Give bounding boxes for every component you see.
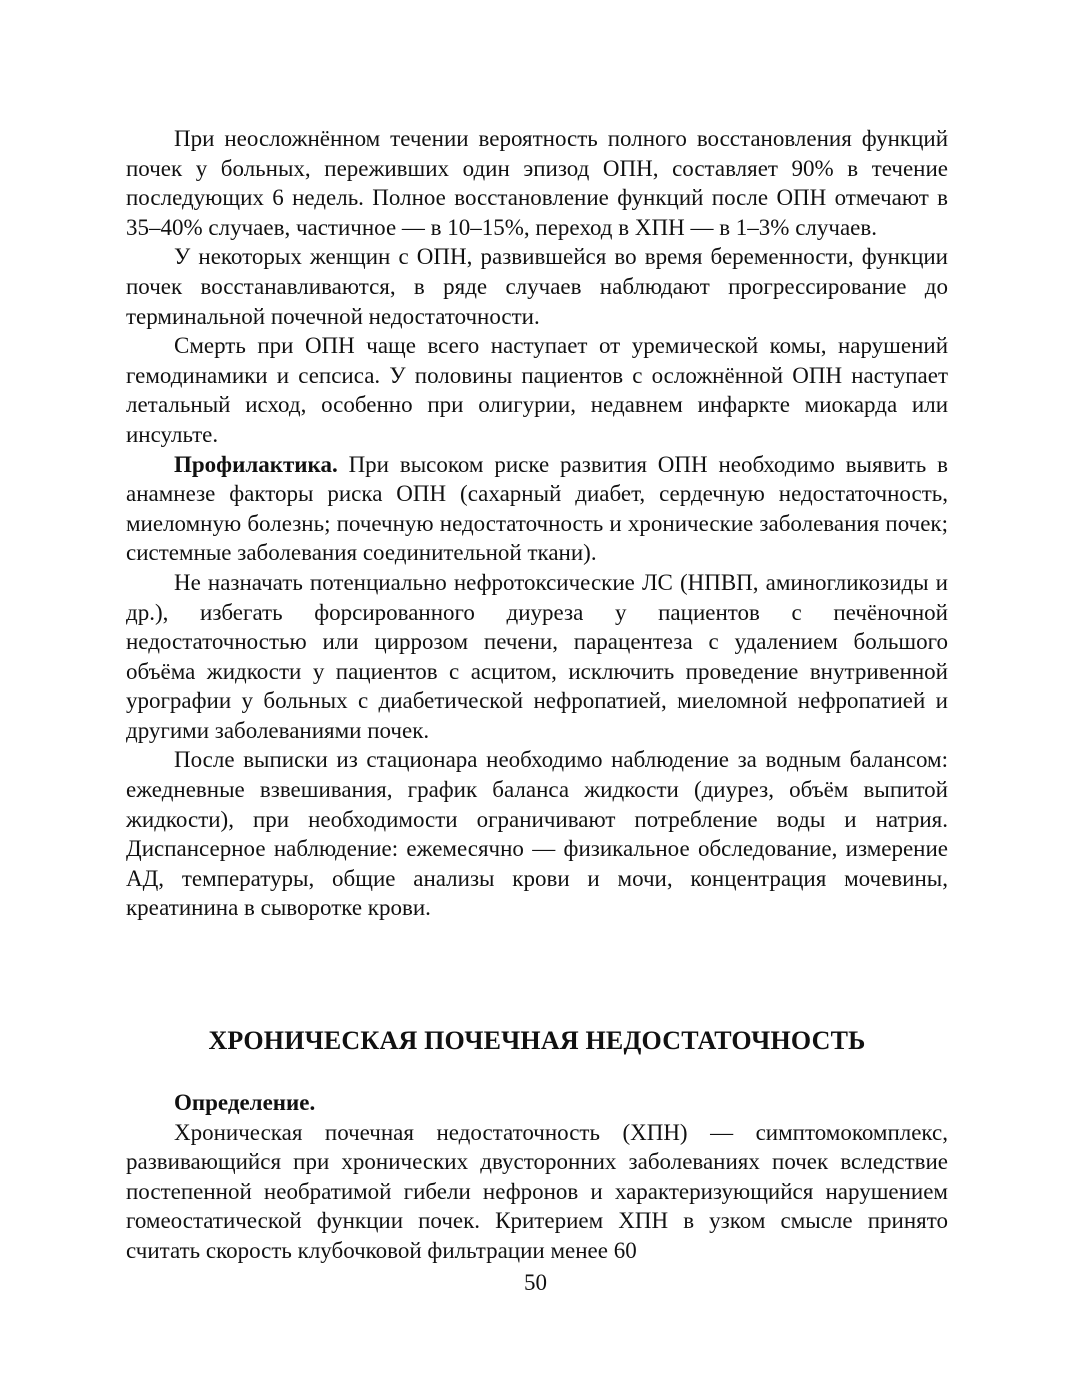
- paragraph-text: Хроническая почечная недостаточность (ХПН) — симптомокомплекс, развивающийся при хронических двусторонних заболеваниях почек вследствие постепенной необратимой гибели нефронов и характеризующийся нарушением гомеостатической функции почек. Критерием ХПН в узком смысле принято считать скорость клубочковой фильтрации менее 60: [126, 1119, 948, 1263]
- paragraph-text: Смерть при ОПН чаще всего наступает от уремической комы, нарушений гемодинамики и сепсиса. У половины пациентов с осложнённой ОПН наступает летальный исход, особенно при олигурии, недавнем инфаркте миокарда или инсульте.: [126, 333, 948, 447]
- definition-section: [126, 1088, 948, 1266]
- paragraph-prevention: [126, 450, 948, 568]
- section-subheading: Определение.: [174, 1090, 316, 1115]
- paragraph-text: У некоторых женщин с ОПН, развившейся во время беременности, функции почек восстанавливаются, в ряде случаев наблюдают прогрессирование до терминальной почечной недостаточности.: [126, 244, 948, 329]
- body-text: [126, 124, 948, 923]
- paragraph-bold-lead: Профилактика.: [174, 451, 338, 477]
- paragraph-text: При неосложнённом течении вероятность полного восстановления функций почек у больных, переживших один эпизод ОПН, составляет 90% в течение последующих 6 недель. Полное восстановление функций после ОПН отмечают в 35–40% случаев, частичное — в 10–15%, переход в ХПН — в 1–3% случаев.: [126, 126, 948, 240]
- paragraph-text: После выписки из стационара необходимо наблюдение за водным балансом: ежедневные взвешивания, график баланса жидкости (диурез, объём выпитой жидкости), при необходимости ограничивают потребление воды и натрия. Диспансерное наблюдение: ежемесячно — физикальное обследование, измерение АД, температуры, общие анализы крови и мочи, концентрация мочевины, креатинина в сыворотке крови.: [126, 747, 948, 921]
- paragraph-text: Не назначать потенциально нефротоксические ЛС (НПВП, аминогликозиды и др.), избегать форсированного диуреза у пациентов с печёночной недостаточностью или циррозом печени, парацентеза с удалением большого объёма жидкости у пациентов с асцитом, исключить проведение внутривенной урографии у больных с диабетической нефропатией, миеломной нефропатией и другими заболеваниями почек.: [126, 569, 948, 743]
- paragraph-mortality: [126, 331, 948, 449]
- paragraph-definition: [126, 1118, 948, 1266]
- paragraph-follow-up: [126, 745, 948, 923]
- page-number: 50: [524, 1270, 547, 1295]
- paragraph-pregnancy: [126, 242, 948, 331]
- chapter-title: ХРОНИЧЕСКАЯ ПОЧЕЧНАЯ НЕДОСТАТОЧНОСТЬ: [208, 1026, 866, 1055]
- paragraph-prognosis: [126, 124, 948, 242]
- paragraph-text: При высоком риске развития ОПН необходимо выявить в анамнезе факторы риска ОПН (сахарный диабет, сердечную недостаточность, миеломную болезнь; почечную недостаточность и хронические заболевания почек; системные заболевания соединительной ткани).: [126, 451, 948, 566]
- paragraph-drugs: [126, 568, 948, 746]
